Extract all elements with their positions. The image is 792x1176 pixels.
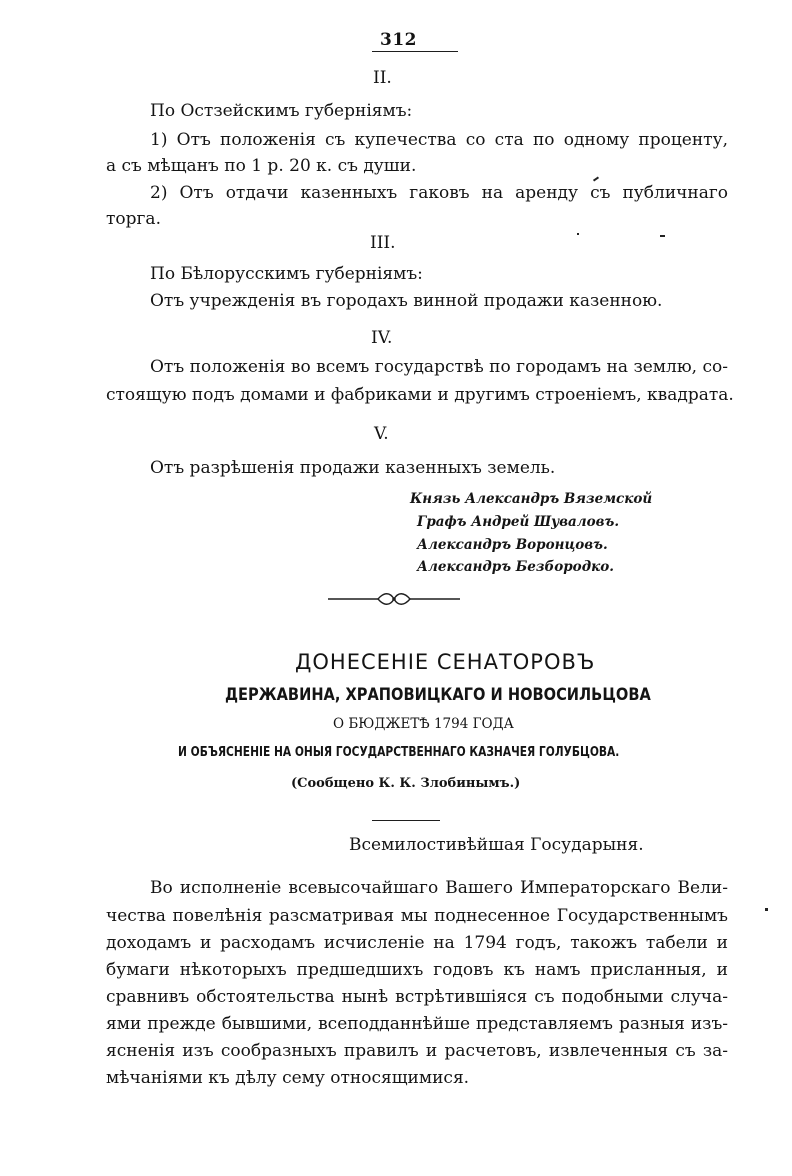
paragraph-line-1: Во исполненіе всевысочайшаго Вашего Императорскаго Вели- — [150, 878, 728, 898]
section-iv-line2: стоящую подъ домами и фабриками и другимъ строеніемъ, квадрата. — [106, 385, 734, 405]
report-title-names: ДЕРЖАВИНА, ХРАПОВИЦКАГО И НОВОСИЛЬЦОВА — [225, 685, 651, 705]
section-ii-item1-line2: а съ мѣщанъ по 1 р. 20 к. съ души. — [106, 156, 417, 176]
ornament-divider-icon — [328, 590, 460, 608]
section-iii-numeral: III. — [370, 233, 396, 253]
page-number: 312 — [380, 30, 417, 50]
report-title-explanation: И ОБЪЯСНЕНІЕ НА ОНЫЯ ГОСУДАРСТВЕННАГО КАЗНАЧЕЯ ГОЛУБЦОВА. — [178, 745, 620, 760]
paragraph-line-4: бумаги нѣкоторыхъ предшедшихъ годовъ къ намъ присланныя, и — [106, 960, 728, 980]
title-rule — [372, 820, 440, 821]
report-title-main: ДОНЕСЕНІЕ СЕНАТОРОВЪ — [295, 650, 596, 674]
paragraph-line-2: чества повелѣнія разсматривая мы поднесенное Государственнымъ — [106, 906, 728, 926]
scan-speck — [660, 235, 665, 237]
paragraph-line-5: сравнивъ обстоятельства нынѣ встрѣтившіяся съ подобными случа- — [106, 987, 728, 1007]
report-credit: (Сообщено К. К. Злобинымъ.) — [291, 776, 521, 791]
signature-1: Князь Александръ Вяземской — [410, 491, 653, 507]
scan-speck — [765, 908, 768, 911]
scan-speck — [577, 233, 579, 235]
section-iv-numeral: IV. — [371, 328, 393, 348]
section-v-numeral: V. — [374, 424, 389, 444]
section-ii-item2-line1: 2) Отъ отдачи казенныхъ гаковъ на аренду съ публичнаго — [150, 183, 728, 203]
section-ii-heading: По Остзейскимъ губерніямъ: — [150, 101, 413, 121]
section-iv-line1: Отъ положенія во всемъ государствѣ по городамъ на землю, со- — [150, 357, 728, 377]
signature-4: Александръ Безбородко. — [417, 559, 614, 575]
signature-2: Графъ Андрей Шуваловъ. — [417, 514, 620, 530]
header-rule — [372, 51, 458, 52]
section-ii-item2-line2: торга. — [106, 209, 161, 229]
report-title-budget: О БЮДЖЕТѢ 1794 ГОДА — [333, 716, 514, 732]
salutation: Всемилостивѣйшая Государыня. — [349, 835, 644, 855]
section-v-line: Отъ разрѣшенія продажи казенныхъ земель. — [150, 458, 556, 478]
paragraph-line-7: ясненія изъ сообразныхъ правилъ и расчетовъ, извлеченныя съ за- — [106, 1041, 728, 1061]
section-ii-item1-line1: 1) Отъ положенія съ купечества со ста по одному проценту, — [150, 130, 728, 150]
section-iii-line: Отъ учрежденія въ городахъ винной продажи казенною. — [150, 291, 663, 311]
paragraph-line-3: доходамъ и расходамъ исчисленіе на 1794 годъ, такожъ табели и — [106, 933, 728, 953]
scan-speck — [593, 176, 599, 181]
section-ii-numeral: II. — [373, 68, 392, 88]
paragraph-line-6: ями прежде бывшими, всеподданнѣйше представляемъ разныя изъ- — [106, 1014, 728, 1034]
signature-3: Александръ Воронцовъ. — [417, 537, 608, 553]
paragraph-line-8: мѣчаніями къ дѣлу сему относящимися. — [106, 1068, 470, 1088]
section-iii-heading: По Бѣлорусскимъ губерніямъ: — [150, 264, 423, 284]
